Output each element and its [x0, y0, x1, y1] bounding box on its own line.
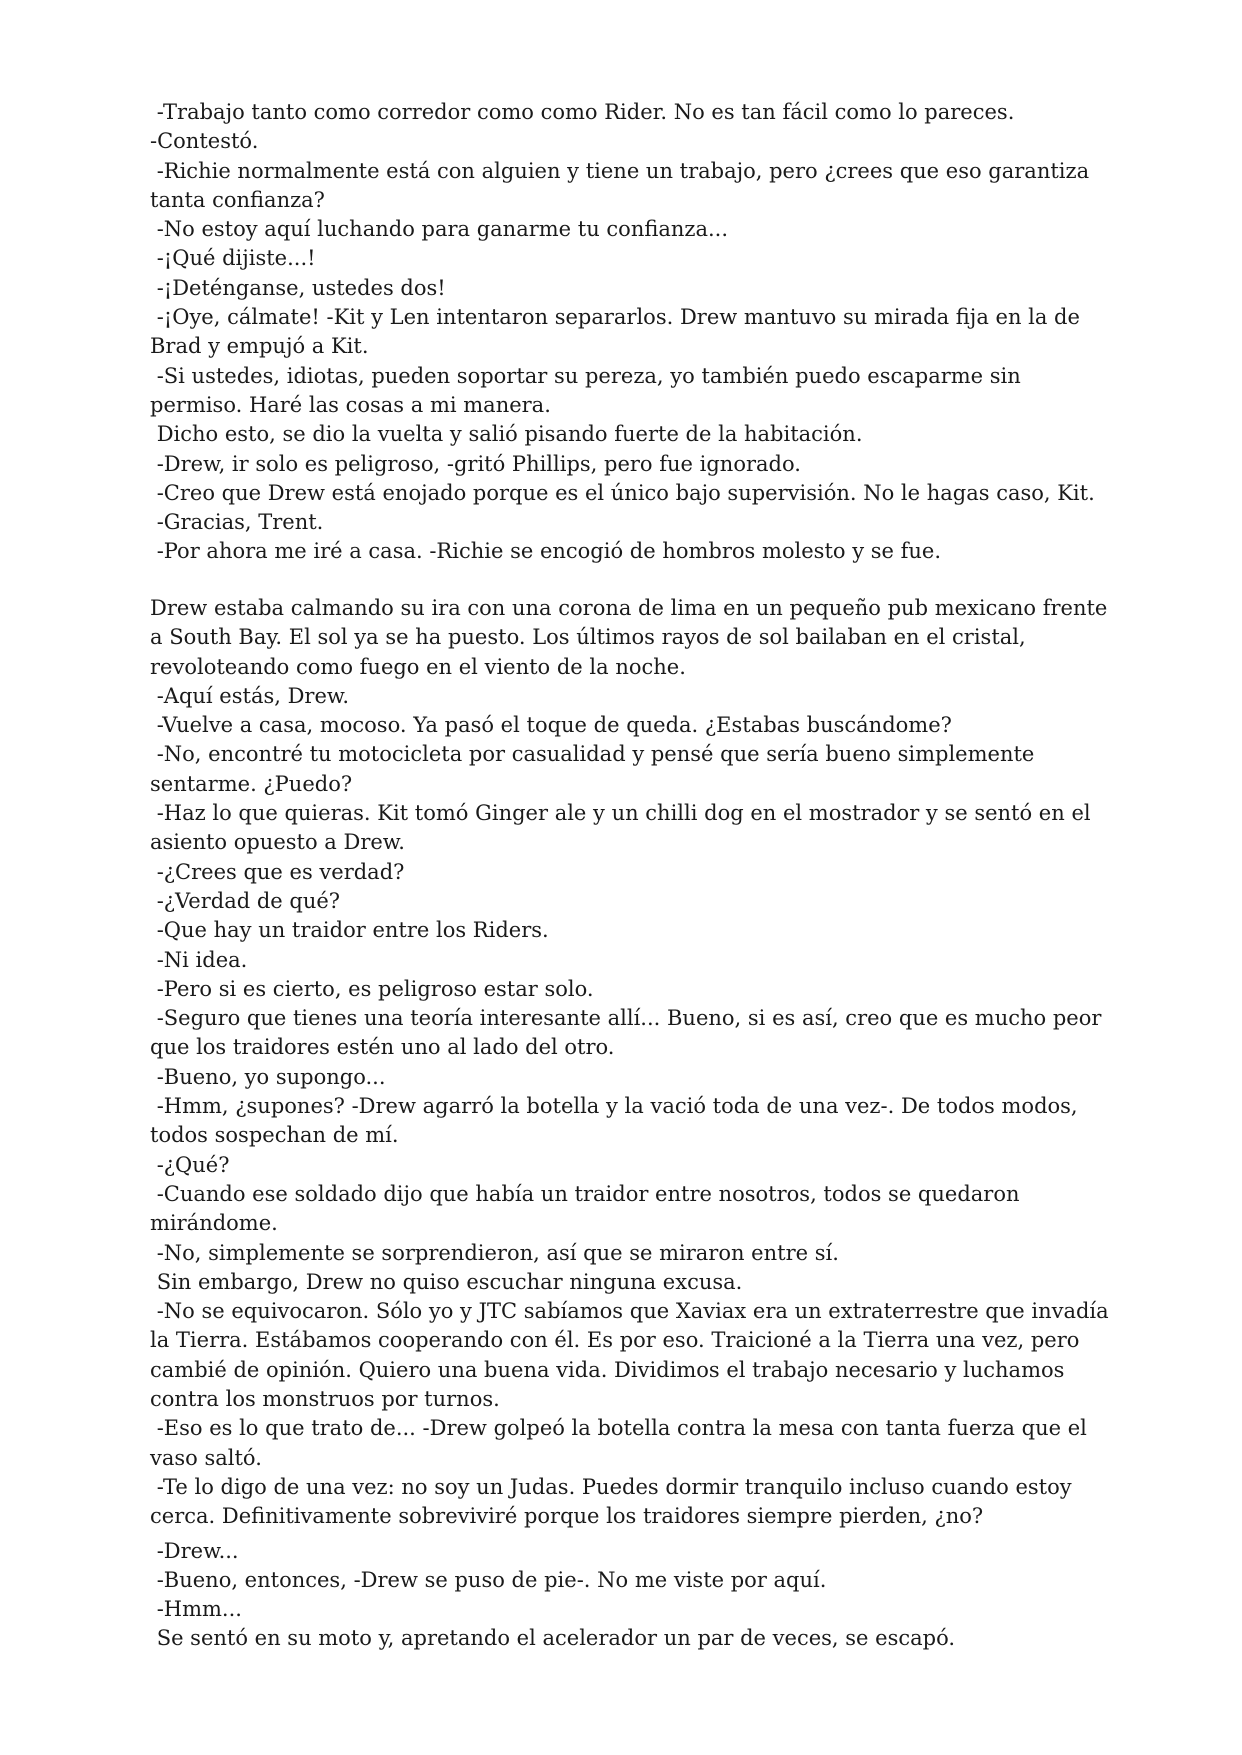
paragraph: -No, simplemente se sorprendieron, así que se miraron entre sí. — [150, 1240, 839, 1265]
paragraph: -Haz lo que quieras. Kit tomó Ginger ale y un chilli dog en el mostrador y se sentó en el asiento opuesto a Drew. — [150, 801, 1098, 855]
paragraph: -Ni idea. — [150, 947, 248, 972]
paragraph: -Creo que Drew está enojado porque es el único bajo supervisión. No le hagas caso, Kit. — [150, 480, 1095, 505]
paragraph: Sin embargo, Drew no quiso escuchar ninguna excusa. — [150, 1269, 743, 1294]
paragraph: -Drew... — [150, 1538, 239, 1563]
paragraph: -Hmm, ¿supones? -Drew agarró la botella y la vació toda de una vez-. De todos modos, todos sospechan de mí. — [150, 1094, 1085, 1148]
paragraph: -Que hay un traidor entre los Riders. — [150, 918, 549, 943]
paragraph: -No, encontré tu motocicleta por casualidad y pensé que sería bueno simplemente sentarme. ¿Puedo? — [150, 742, 1042, 796]
paragraph: -Bueno, entonces, -Drew se puso de pie-. No me viste por aquí. — [150, 1567, 827, 1592]
paragraph: -Hmm... — [150, 1597, 242, 1622]
paragraph: -¿Crees que es verdad? — [150, 859, 405, 884]
paragraph: -Por ahora me iré a casa. -Richie se encogió de hombros molesto y se fue. — [150, 539, 942, 564]
paragraph: -No se equivocaron. Sólo yo y JTC sabíamos que Xaviax era un extraterrestre que invadía la Tierra. Estábamos cooperando con él. Es por eso. Traicioné a la Tierra una vez, pero cambié de opinión. Quiero una buena vida. Dividimos el trabajo necesario y luchamos contra los monstruos por turnos. — [150, 1299, 1116, 1412]
paragraph: -Si ustedes, idiotas, pueden soportar su pereza, yo también puedo escaparme sin permiso. Haré las cosas a mi manera. — [150, 363, 1028, 417]
paragraph: -¿Qué? — [150, 1152, 230, 1177]
paragraph: -Eso es lo que trato de... -Drew golpeó la botella contra la mesa con tanta fuerza que el vaso saltó. — [150, 1416, 1094, 1470]
paragraph: -¡Qué dijiste...! — [150, 246, 316, 271]
paragraph: -No estoy aquí luchando para ganarme tu confianza... — [150, 217, 729, 242]
paragraph: Se sentó en su moto y, apretando el acelerador un par de veces, se escapó. — [150, 1626, 956, 1651]
paragraph: -Vuelve a casa, mocoso. Ya pasó el toque de queda. ¿Estabas buscándome? — [150, 713, 952, 738]
paragraph: -¡Deténganse, ustedes dos! — [150, 275, 446, 300]
paragraph: Drew estaba calmando su ira con una corona de lima en un pequeño pub mexicano frente a South Bay. El sol ya se ha puesto. Los últimos rayos de sol bailaban en el cristal, revoloteando como fuego en el viento de la noche. — [150, 596, 1115, 679]
paragraph: -¿Verdad de qué? — [150, 888, 341, 913]
paragraph: -Trabajo tanto como corredor como como Rider. No es tan fácil como lo pareces. — [150, 100, 1015, 124]
paragraph: -Drew, ir solo es peligroso, -gritó Phillips, pero fue ignorado. — [150, 451, 801, 476]
paragraph: -Gracias, Trent. — [150, 510, 324, 535]
paragraph: -¡Oye, cálmate! -Kit y Len intentaron separarlos. Drew mantuvo su mirada fija en la de Brad y empujó a Kit. — [150, 305, 1087, 359]
paragraph: -Richie normalmente está con alguien y tiene un trabajo, pero ¿crees que eso garantiza tanta confianza? — [150, 158, 1096, 212]
paragraph: -Pero si es cierto, es peligroso estar solo. — [150, 976, 594, 1001]
paragraph: -Seguro que tienes una teoría interesante allí... Bueno, si es así, creo que es mucho peor que los traidores estén uno al lado del otro. — [150, 1006, 1109, 1060]
paragraph: -Contestó. — [150, 129, 259, 154]
text-block-first-scene — [150, 98, 1110, 567]
text-block-second-scene — [150, 594, 1116, 1654]
paragraph: -Aquí estás, Drew. — [150, 683, 350, 708]
paragraph: -Cuando ese soldado dijo que había un traidor entre nosotros, todos se quedaron mirándome. — [150, 1181, 1027, 1236]
paragraph: Dicho esto, se dio la vuelta y salió pisando fuerte de la habitación. — [150, 422, 863, 447]
paragraph: -Te lo digo de una vez: no soy un Judas. Puedes dormir tranquilo incluso cuando estoy cerca. Definitivamente sobreviviré porque los traidores siempre pierden, ¿no? — [150, 1474, 1079, 1529]
paragraph: -Bueno, yo supongo... — [150, 1064, 386, 1089]
